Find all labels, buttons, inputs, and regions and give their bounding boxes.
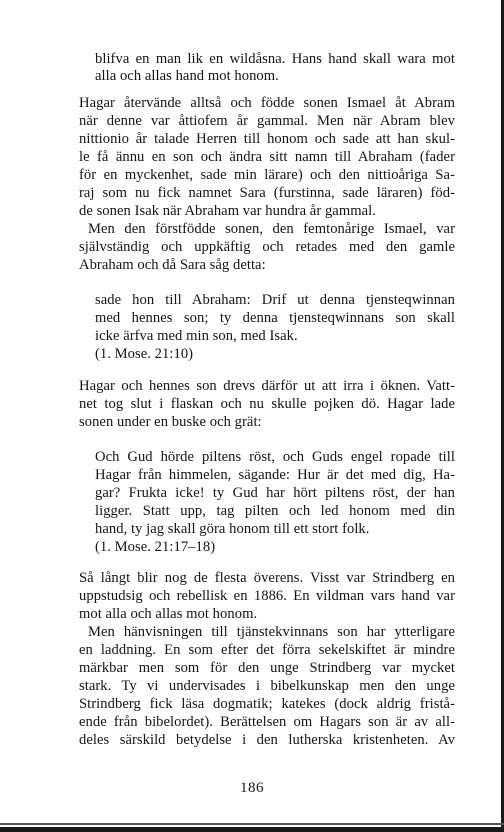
- body-line: en laddning. En som efter det förra sekelskiftet är mindre: [79, 642, 455, 658]
- quote-line: gar? Frukta icke! ty Gud har hört piltens röst, der han: [95, 485, 455, 501]
- body-line: märkbar men som för den unge Strindberg var mycket: [79, 660, 455, 676]
- quote-citation: (1. Mose. 21:17–18): [95, 539, 216, 555]
- body-line: ende från bibelordet). Berättelsen om Hagars son är av all-: [79, 714, 455, 730]
- quote-line: blifva en man lik en wildåsna. Hans hand skall wara mot: [95, 51, 455, 67]
- body-line: Men den förstfödde sonen, den femtonårige Ismael, var: [88, 221, 455, 237]
- body-line: mot alla och allas mot honom.: [79, 606, 258, 622]
- quote-citation: (1. Mose. 21:10): [95, 346, 194, 362]
- quote-line: med hennes son; ty denna tjensteqwinnans son skall: [95, 310, 455, 326]
- body-line: sonen under en buske och grät:: [79, 414, 262, 430]
- body-line: självständig och uppkäftig och retades med den gamle: [79, 239, 455, 255]
- scan-edge-bottom: [0, 827, 504, 832]
- body-line: för en myckenhet, sade min lärare) och den nittioåriga Sa-: [79, 167, 455, 183]
- quote-line: hand, ty jag skall göra honom till ett stort folk.: [95, 521, 370, 537]
- body-line: Så långt blir nog de flesta överens. Visst var Strindberg en: [79, 570, 455, 586]
- quote-line: alla och allas hand mot honom.: [95, 68, 279, 84]
- body-line: Hagar och hennes son drevs därför ut att irra i öknen. Vatt-: [79, 378, 455, 394]
- body-line: deles särskild betydelse i den lutherska kristenheten. Av: [79, 732, 455, 748]
- quote-line: Hagar från himmelen, sägande: Hur är det med dig, Ha-: [95, 467, 455, 483]
- body-line: Abraham och då Sara såg detta:: [79, 257, 266, 273]
- body-line: nittionio år talade Herren till honom och sade att han skul-: [79, 131, 455, 147]
- body-line: Men hänvisningen till tjänstekvinnans son har ytterligare: [88, 624, 455, 640]
- body-line: de sonen Isak när Abraham var hundra år gammal.: [79, 203, 376, 219]
- body-line: uppstudsig och rebellisk en 1886. En vildman vars hand var: [79, 588, 455, 604]
- page-number: 186: [240, 780, 264, 796]
- quote-line: sade hon till Abraham: Drif ut denna tjensteqwinnan: [95, 292, 455, 308]
- quote-line: Och Gud hörde piltens röst, och Guds engel ropade till: [95, 449, 455, 465]
- body-line: Hagar återvände alltså och födde sonen Ismael åt Abram: [79, 95, 455, 111]
- quote-line: icke ärfva med min son, med Isak.: [95, 328, 298, 344]
- quote-line: ligger. Statt upp, tag pilten och led honom med din: [95, 503, 455, 519]
- scan-edge-line: [0, 823, 504, 825]
- body-line: net tog slut i flaskan och nu skulle pojken dö. Hagar lade: [79, 396, 455, 412]
- body-line: Strindberg fick läsa dogmatik; katekes (dock aldrig fristå-: [79, 696, 455, 712]
- body-line: raj som nu fick namnet Sara (furstinna, sade läraren) föd-: [79, 185, 455, 201]
- body-line: när denne var åttiofem år gammal. Men när Abram blev: [79, 113, 455, 129]
- body-line: le få ännu en son och ändra sitt namn till Abraham (fader: [79, 149, 455, 165]
- body-line: stark. Ty vi undervisades i bibelkunskap men den unge: [79, 678, 455, 694]
